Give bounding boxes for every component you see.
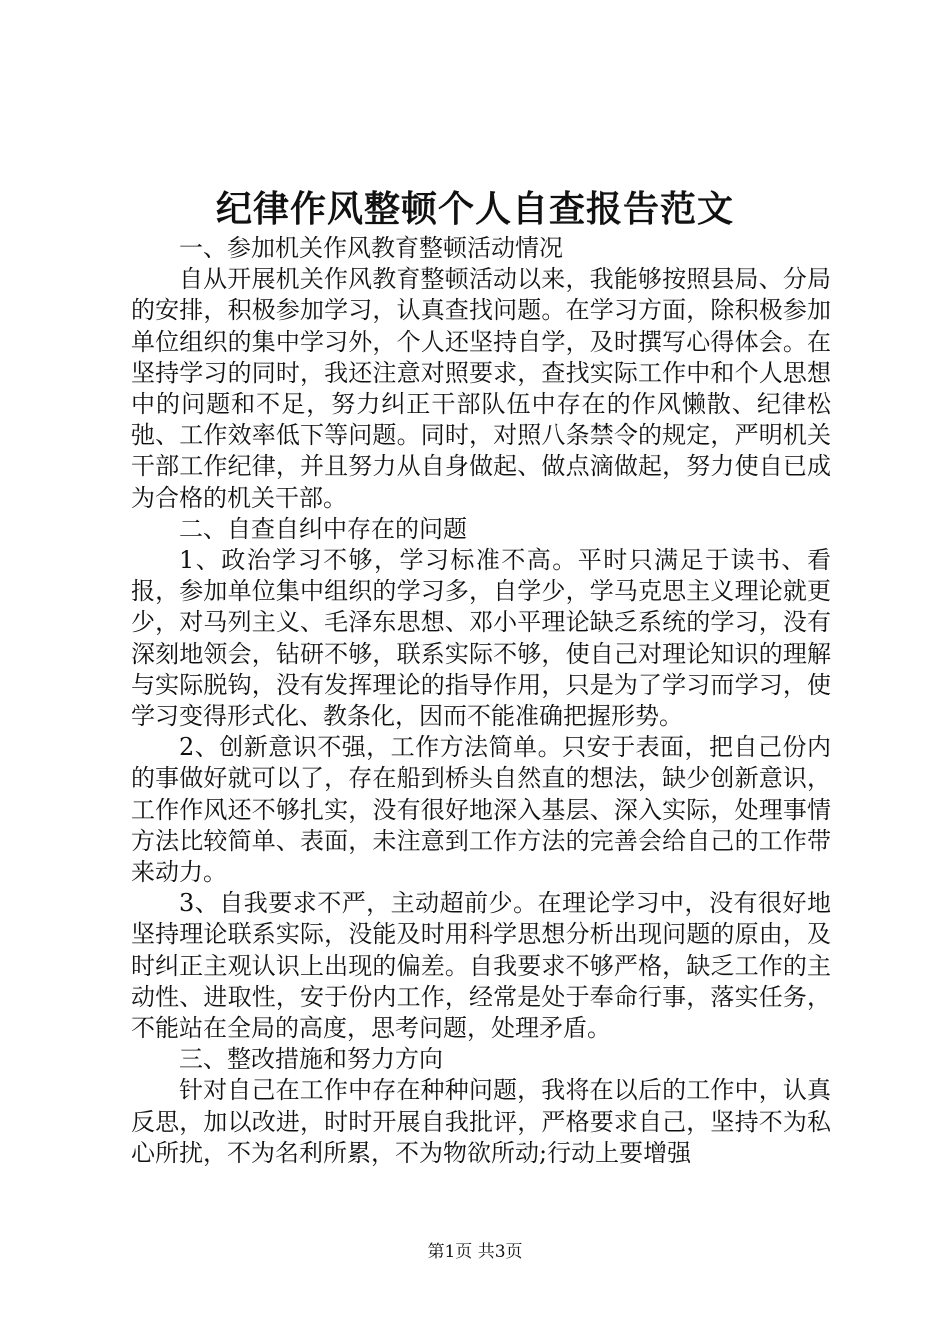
document-body xyxy=(131,233,831,1169)
paragraph-2: 1、政治学习不够，学习标准不高。平时只满足于读书、看报，参加单位集中组织的学习多，自学少，学马克思主义理论就更少，对马列主义、毛泽东思想、邓小平理论缺乏系统的学习，没有深刻地领会，钻研不够，联系实际不够，使自己对理论知识的理解与实际脱钩，没有发挥理论的指导作用，只是为了学习而学习，使学习变得形式化、教条化，因而不能准确把握形势。 xyxy=(131,546,831,731)
paragraph-4: 3、自我要求不严，主动超前少。在理论学习中，没有很好地坚持理论联系实际，没能及时用科学思想分析出现问题的原由，及时纠正主观认识上出现的偏差。自我要求不够严格，缺乏工作的主动性、进取性，安于份内工作，经常是处于奉命行事，落实任务，不能站在全局的高度，思考问题，处理矛盾。 xyxy=(131,889,831,1043)
page-footer: 第1页 共3页 xyxy=(427,1242,523,1262)
paragraph-3: 2、创新意识不强，工作方法简单。只安于表面，把自己份内的事做好就可以了，存在船到桥头自然直的想法，缺少创新意识，工作作风还不够扎实，没有很好地深入基层、深入实际，处理事情方法比较简单、表面，未注意到工作方法的完善会给自己的工作带来动力。 xyxy=(131,733,831,887)
document-title: 纪律作风整顿个人自查报告范文 xyxy=(215,188,734,230)
section-heading-2: 二、自查自纠中存在的问题 xyxy=(179,514,467,543)
section-heading-1: 一、参加机关作风教育整顿活动情况 xyxy=(179,234,563,262)
paragraph-5: 针对自己在工作中存在种种问题，我将在以后的工作中，认真反思，加以改进，时时开展自我批评，严格要求自己，坚持不为私心所扰，不为名利所累，不为物欲所动;行动上要增强 xyxy=(131,1076,831,1167)
paragraph-1: 自从开展机关作风教育整顿活动以来，我能够按照县局、分局的安排，积极参加学习，认真查找问题。在学习方面，除积极参加单位组织的集中学习外，个人还坚持自学，及时撰写心得体会。在坚持学习的同时，我还注意对照要求，查找实际工作中和个人思想中的问题和不足，努力纠正干部队伍中存在的作风懒散、纪律松弛、工作效率低下等问题。同时，对照八条禁令的规定，严明机关干部工作纪律，并且努力从自身做起、做点滴做起，努力使自已成为合格的机关干部。 xyxy=(131,265,831,512)
section-heading-3: 三、整改措施和努力方向 xyxy=(179,1045,443,1074)
